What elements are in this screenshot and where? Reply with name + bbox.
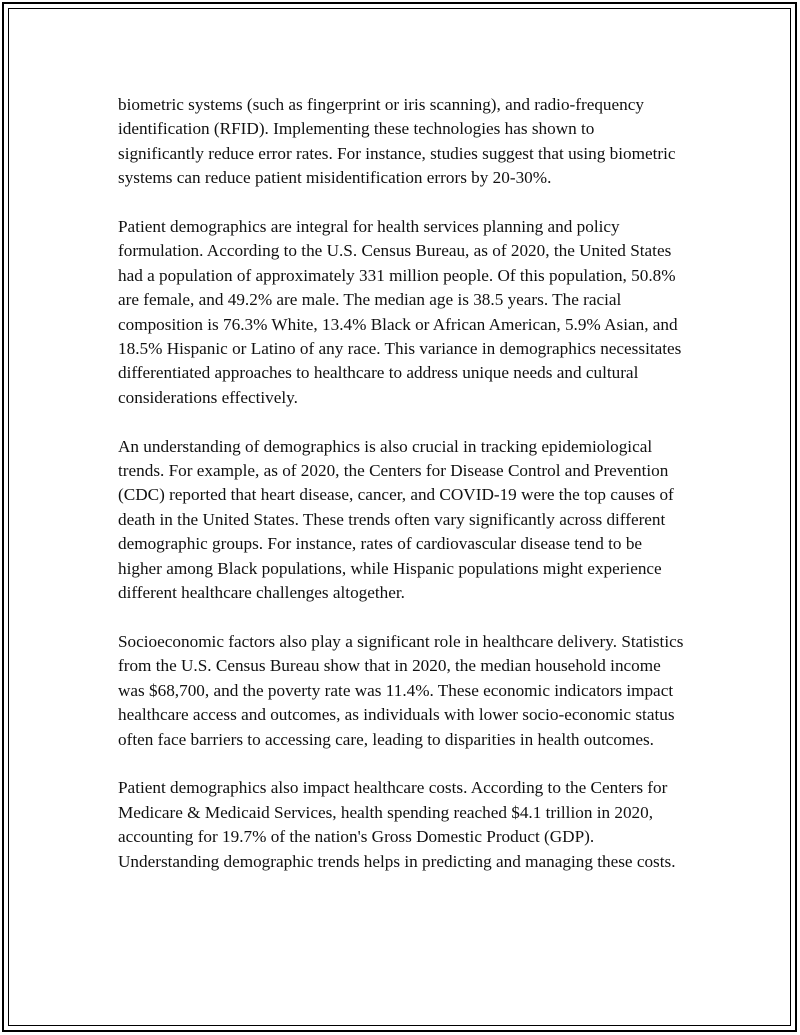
paragraph-socioeconomic-factors: Socioeconomic factors also play a significant role in healthcare delivery. Statistics from the U.S. Census Bureau show that in 2020, the median household income was $68,700, and the poverty rate was 11.4%. These economic indicators impact healthcare access and outcomes, as individuals with lower socio-economic status often face barriers to accessing care, leading to disparities in health outcomes. — [118, 631, 684, 749]
paragraph-epidemiological-trends: An understanding of demographics is also crucial in tracking epidemiological trends. For example, as of 2020, the Centers for Disease Control and Prevention (CDC) reported that heart disease, cancer, and COVID-19 were the top causes of death in the United States. These trends often vary significantly across different demographic groups. For instance, rates of cardiovascular disease tend to be higher among Black populations, while Hispanic populations might experience different healthcare challenges altogether. — [118, 436, 674, 603]
paragraph-healthcare-costs: Patient demographics also impact healthcare costs. According to the Centers for Medicare & Medicaid Services, health spending reached $4.1 trillion in 2020, accounting for 19.7% of the nation's Gross Domestic Product (GDP). Understanding demographic trends helps in predicting and managing these costs. — [118, 778, 676, 871]
document-body — [118, 93, 684, 898]
paragraph-patient-identification: biometric systems (such as fingerprint or iris scanning), and radio-frequency identification (RFID). Implementing these technologies has shown to significantly reduce error rates. For instance, studies suggest that using biometric systems can reduce patient misidentification errors by 20-30%. — [118, 95, 676, 188]
paragraph-population-demographics: Patient demographics are integral for health services planning and policy formulation. According to the U.S. Census Bureau, as of 2020, the United States had a population of approximately 331 million people. Of this population, 50.8% are female, and 49.2% are male. The median age is 38.5 years. The racial composition is 76.3% White, 13.4% Black or African American, 5.9% Asian, and 18.5% Hispanic or Latino of any race. This variance in demographics necessitates differentiated approaches to healthcare to address unique needs and cultural considerations effectively. — [118, 217, 682, 407]
